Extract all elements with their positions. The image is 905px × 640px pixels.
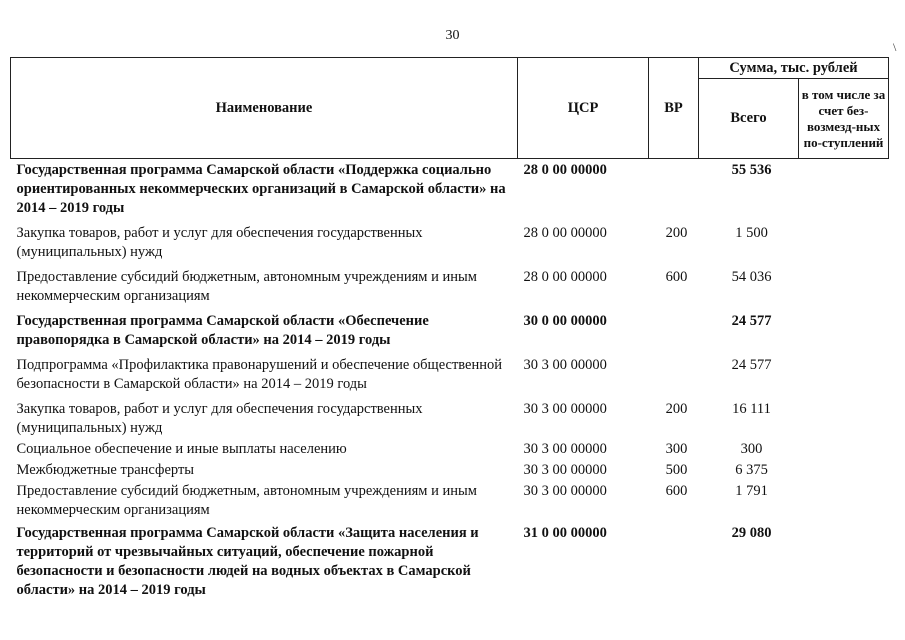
row-vr — [649, 306, 699, 350]
header-sum: Сумма, тыс. рублей — [699, 58, 889, 79]
row-name: Подпрограмма «Профилактика правонарушений и обеспечение общественной безопасности в Самарской области» на 2014 – 2019 годы — [16, 357, 503, 392]
row-name: Предоставление субсидий бюджетным, автономным учреждениям и иным некоммерческим организациям — [16, 483, 477, 518]
table-row — [11, 459, 889, 480]
row-total: 24 577 — [731, 313, 772, 329]
row-csr: 30 3 00 00000 — [523, 462, 607, 478]
row-vr: 200 — [665, 225, 688, 241]
row-name: Межбюджетные трансферты — [16, 462, 195, 478]
row-total: 24 577 — [731, 357, 772, 373]
row-incl — [799, 459, 889, 480]
row-incl — [799, 394, 889, 438]
row-vr — [649, 159, 699, 219]
row-csr: 31 0 00 00000 — [523, 525, 607, 541]
row-total: 16 111 — [732, 401, 771, 417]
row-incl — [799, 350, 889, 394]
table-row — [11, 394, 889, 438]
header-csr: ЦСР — [518, 58, 649, 159]
row-total: 54 036 — [731, 269, 772, 285]
row-total: 55 536 — [731, 162, 772, 178]
table-row — [11, 262, 889, 306]
table-row — [11, 159, 889, 219]
row-vr — [649, 520, 699, 600]
row-incl — [799, 438, 889, 459]
table-row — [11, 306, 889, 350]
row-csr: 30 3 00 00000 — [523, 441, 607, 457]
row-total: 300 — [740, 441, 763, 457]
row-vr: 600 — [665, 269, 688, 285]
row-name: Государственная программа Самарской области «Обеспечение правопорядка в Самарской области» на 2014 – 2019 годы — [16, 313, 429, 348]
row-incl — [799, 218, 889, 262]
row-incl — [799, 306, 889, 350]
table-row — [11, 480, 889, 520]
row-vr: 600 — [665, 483, 688, 499]
row-total: 1 500 — [735, 225, 768, 241]
row-name: Социальное обеспечение и иные выплаты населению — [16, 441, 347, 457]
row-incl — [799, 159, 889, 219]
row-csr: 30 3 00 00000 — [523, 357, 607, 373]
edge-mark: \ — [893, 40, 897, 54]
table-row — [11, 520, 889, 600]
row-incl — [799, 480, 889, 520]
header-incl: в том числе за счет без-возмезд-ных по-ступлений — [799, 79, 889, 159]
row-csr: 28 0 00 00000 — [523, 225, 607, 241]
page-number: 30 — [445, 28, 460, 43]
table-row — [11, 218, 889, 262]
row-total: 1 791 — [735, 483, 768, 499]
row-csr: 28 0 00 00000 — [523, 162, 607, 178]
table-row — [11, 438, 889, 459]
table-header — [11, 58, 889, 159]
row-csr: 28 0 00 00000 — [523, 269, 607, 285]
row-vr: 500 — [665, 462, 688, 478]
row-name: Предоставление субсидий бюджетным, автономным учреждениям и иным некоммерческим организациям — [16, 269, 477, 304]
row-csr: 30 0 00 00000 — [523, 313, 607, 329]
row-total: 29 080 — [731, 525, 772, 541]
row-vr: 300 — [665, 441, 688, 457]
row-total: 6 375 — [735, 462, 768, 478]
table-body — [11, 159, 889, 601]
row-vr — [649, 350, 699, 394]
header-total: Всего — [699, 79, 799, 159]
row-incl — [799, 520, 889, 600]
row-csr: 30 3 00 00000 — [523, 401, 607, 417]
header-vr: ВР — [649, 58, 699, 159]
budget-table — [10, 57, 889, 600]
table-row — [11, 350, 889, 394]
row-name: Закупка товаров, работ и услуг для обеспечения государственных (муниципальных) нужд — [16, 225, 423, 260]
header-name: Наименование — [11, 58, 518, 159]
row-name: Государственная программа Самарской области «Защита населения и территорий от чрезвычайных ситуаций, обеспечение пожарной безопасности и безопасности людей на водных объектах в Самарской области» на 2014 – 2019 годы — [16, 525, 479, 598]
row-name: Государственная программа Самарской области «Поддержка социально ориентированных некоммерческих организаций в Самарской области» на 2014 – 2019 годы — [16, 162, 506, 216]
row-csr: 30 3 00 00000 — [523, 483, 607, 499]
row-vr: 200 — [665, 401, 688, 417]
row-incl — [799, 262, 889, 306]
row-name: Закупка товаров, работ и услуг для обеспечения государственных (муниципальных) нужд — [16, 401, 423, 436]
